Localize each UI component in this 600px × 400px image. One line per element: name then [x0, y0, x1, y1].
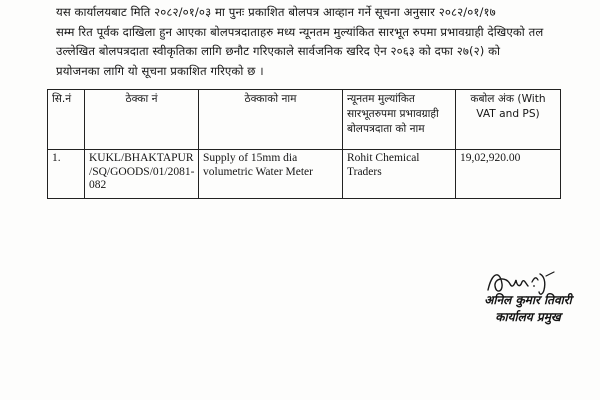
- notice-line: प्रयोजनका लागि यो सूचना प्रकाशित गरिएको छ ।: [56, 63, 264, 78]
- cell-sn: 1.: [48, 150, 85, 199]
- award-table: [47, 89, 561, 199]
- signatory-title: कार्यालय प्रमुख: [495, 310, 561, 324]
- table-row: [48, 150, 561, 199]
- table-header-row: [48, 90, 561, 150]
- notice-paragraph: [56, 3, 580, 81]
- header-bidder: न्यूनतम मुल्यांकित सारभूतरुपमा प्रभावग्राही बोलपत्रदाता को नाम: [343, 90, 456, 150]
- cell-bidder: Rohit Chemical Traders: [343, 150, 456, 199]
- signatory-name: अनिल कुमार तिवारी: [484, 293, 572, 307]
- cell-contract-no: KUKL/BHAKTAPUR /SQ/GOODS/01/2081-082: [85, 150, 199, 199]
- header-contract-name: ठेक्काको नाम: [199, 90, 343, 150]
- signatory-block: [476, 292, 580, 326]
- header-amount: कबोल अंक (With VAT and PS): [456, 90, 561, 150]
- notice-line: सम्म रित पूर्वक दाखिला हुन आएका बोलपत्रदाताहरु मध्य न्यूनतम मुल्यांकित सारभूत रुपमा प्रभावग्राही देखिएको तल: [56, 24, 544, 39]
- cell-amount: 19,02,920.00: [456, 150, 561, 199]
- header-contract-no: ठेक्का नं: [85, 90, 199, 150]
- cell-contract-name: Supply of 15mm dia volumetric Water Meter: [199, 150, 343, 199]
- header-sn: सि.नं: [48, 90, 85, 150]
- notice-line: यस कार्यालयबाट मिति २०८२/०१/०३ मा पुनः प्रकाशित बोलपत्र आव्हान गर्ने सूचना अनुसार २०८२/०१/१७: [56, 5, 496, 19]
- notice-line: उल्लेखित बोलपत्रदाता स्वीकृतिका लागि छनौट गरिएकाले सार्वजनिक खरिद ऐन २०६३ को दफा २७(२) को: [56, 44, 501, 59]
